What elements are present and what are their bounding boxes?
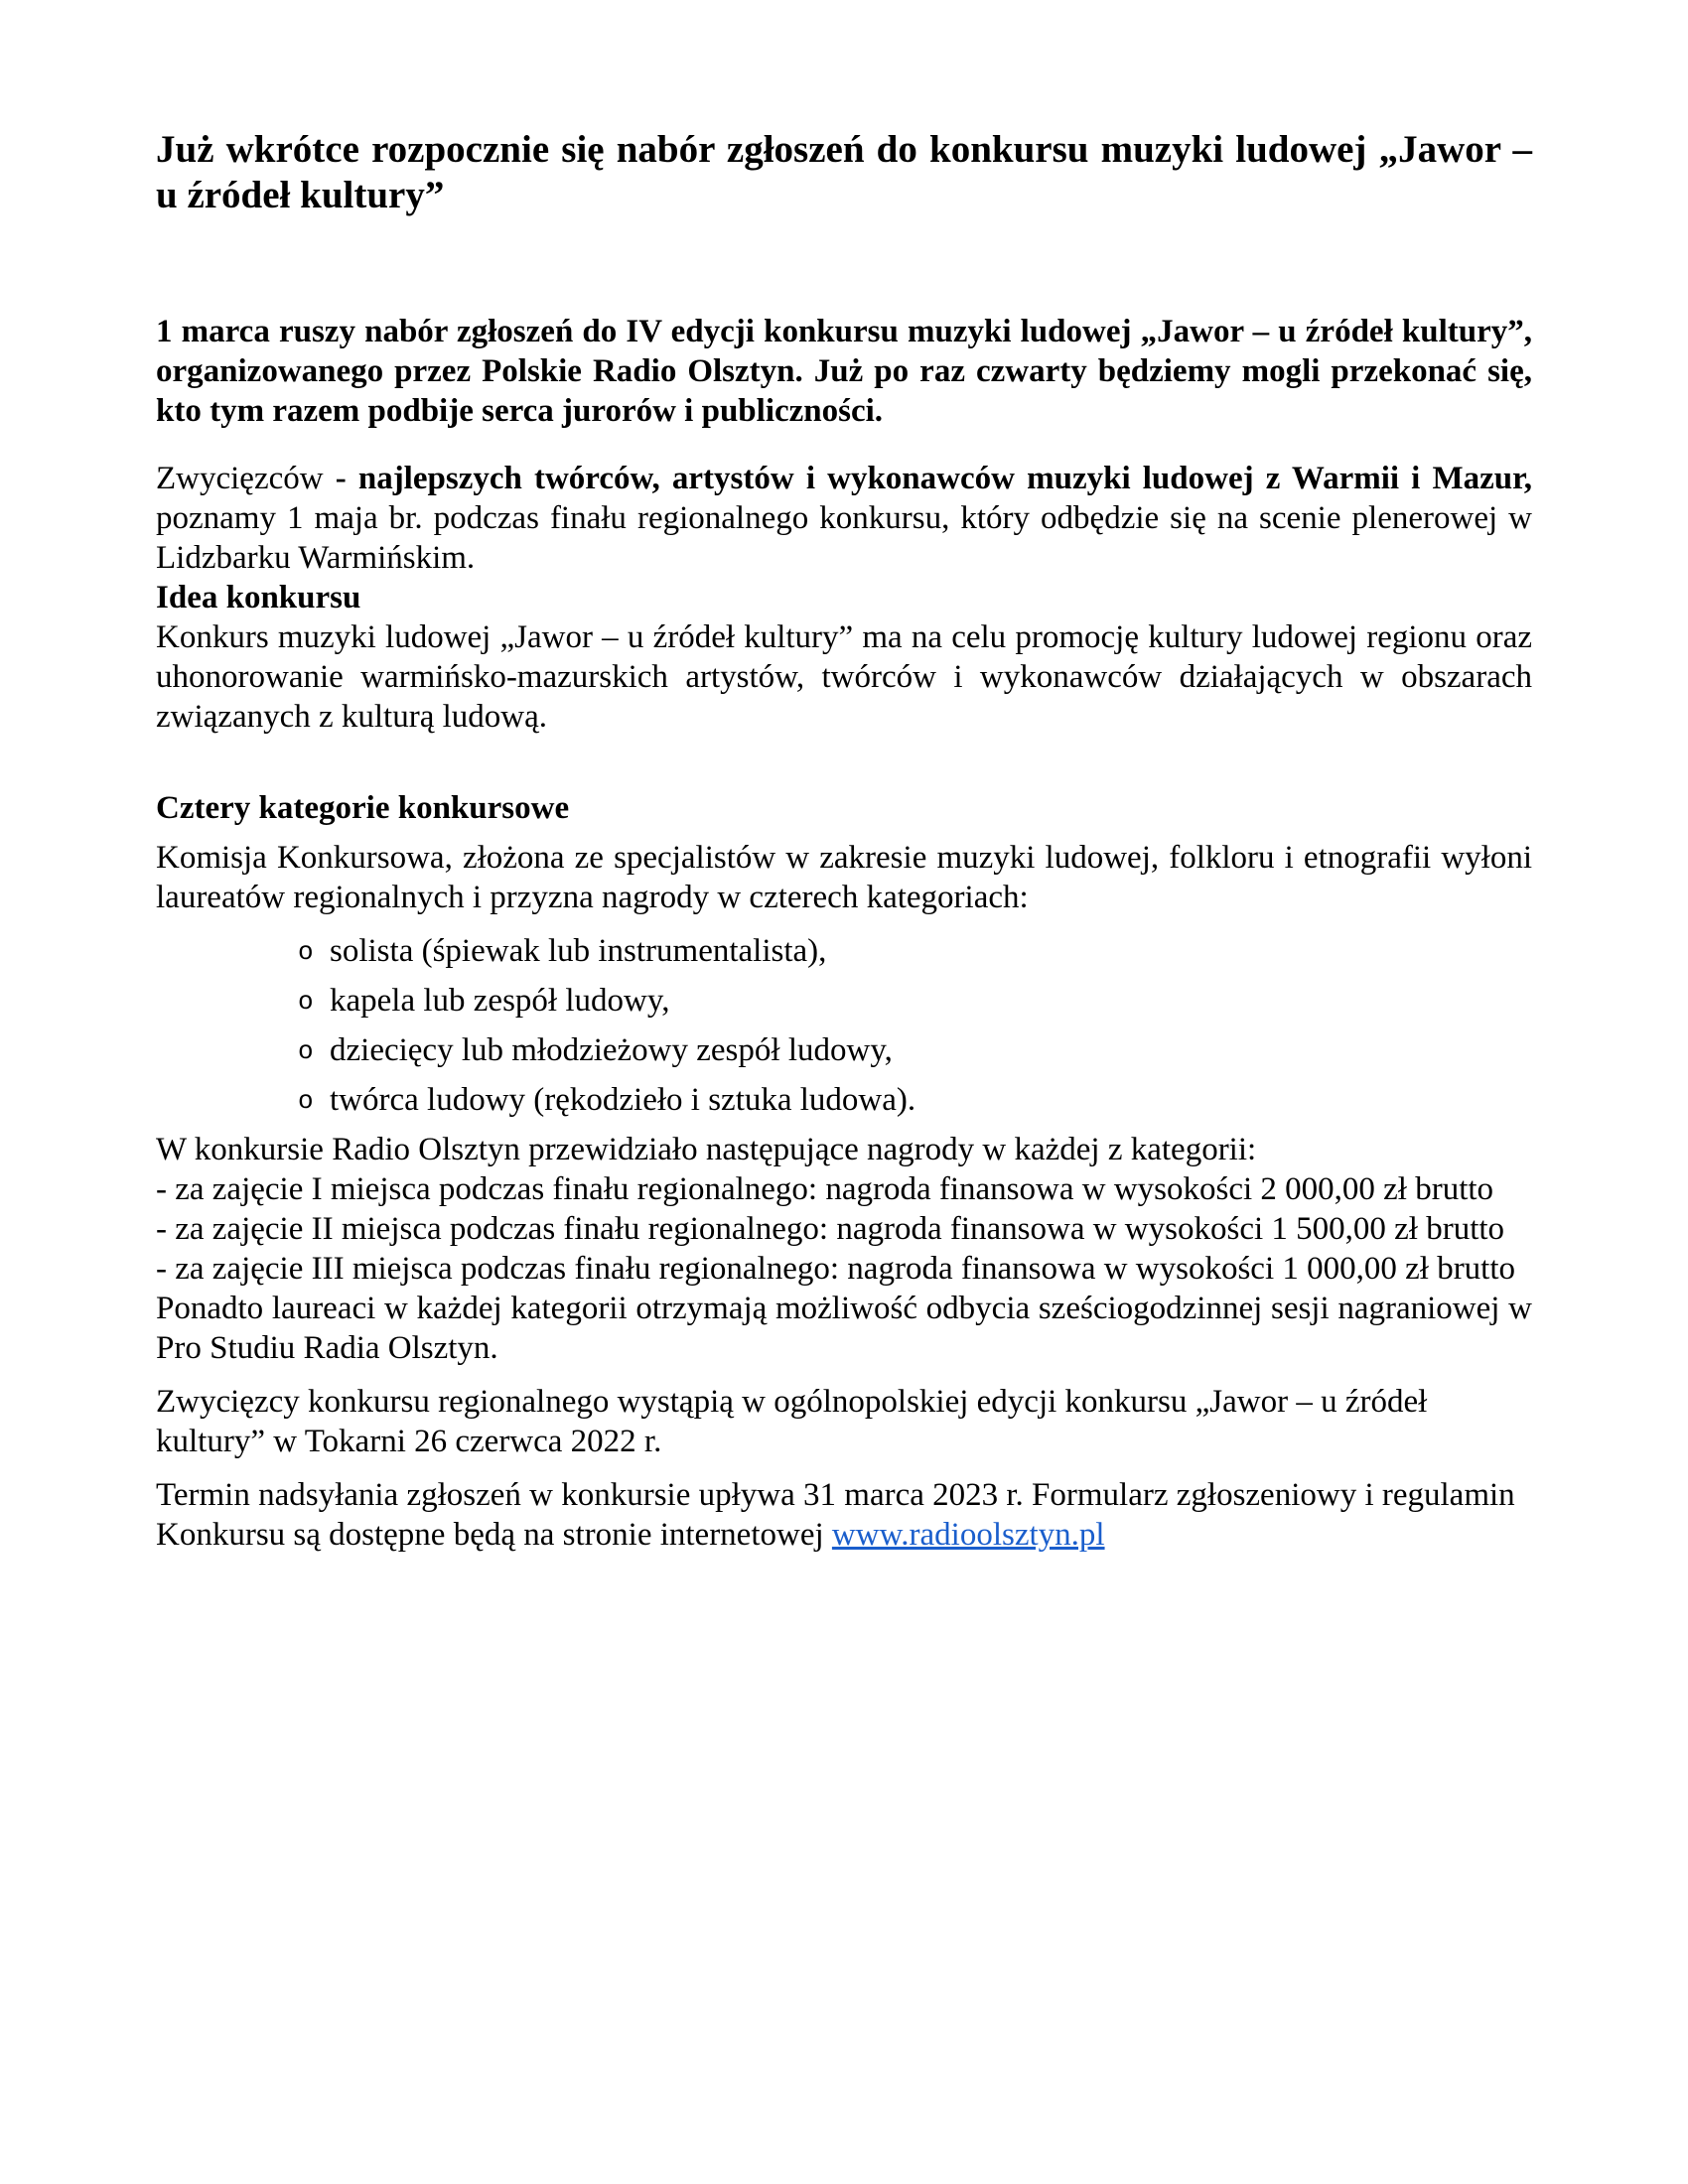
deadline-paragraph xyxy=(156,1475,1532,1555)
lead-paragraph: 1 marca ruszy nabór zgłoszeń do IV edycji konkursu muzyki ludowej „Jawor – u źródeł kultury”, organizowanego przez Polskie Radio Olsztyn. Już po raz czwarty będziemy mogli przekonać się, kto tym razem podbije serca jurorów i publiczności. xyxy=(156,314,1532,429)
categories-intro-paragraph: Komisja Konkursowa, złożona ze specjalistów w zakresie muzyki ludowej, folkloru i etnografii wyłoni laureatów regionalnych i przyzna nagrody w czterech kategoriach: xyxy=(156,840,1532,915)
website-link[interactable]: www.radioolsztyn.pl xyxy=(831,1517,1105,1553)
document-title: Już wkrótce rozpocznie się nabór zgłoszeń do konkursu muzyki ludowej „Jawor – u źródeł kultury” xyxy=(156,128,1532,216)
categories-heading: Cztery kategorie konkursowe xyxy=(156,790,570,826)
circle-bullet-icon: o xyxy=(298,937,314,967)
prize-line-second-place: - za zajęcie II miejsca podczas finału regionalnego: nagroda finansowa w wysokości 1 500,00 zł brutto xyxy=(156,1211,1505,1247)
winners-paragraph xyxy=(156,459,1532,578)
national-edition-paragraph: Zwycięzcy konkursu regionalnego wystąpią w ogólnopolskiej edycji konkursu „Jawor – u źródeł kultury” w Tokarni 26 czerwca 2022 r. xyxy=(156,1384,1428,1459)
recording-session-paragraph: Ponadto laureaci w każdej kategorii otrzymają możliwość odbycia sześciogodzinnej sesji nagraniowej w Pro Studiu Radia Olsztyn. xyxy=(156,1291,1532,1366)
list-item-label: kapela lub zespół ludowy, xyxy=(330,983,670,1019)
circle-bullet-icon: o xyxy=(298,1036,314,1066)
deadline-text: Termin nadsyłania zgłoszeń w konkursie upływa 31 marca 2023 r. Formularz zgłoszeniowy i regulamin Konkursu są dostępne będą na stronie internetowej xyxy=(156,1477,1515,1553)
list-item xyxy=(156,1080,1532,1120)
idea-paragraph: Konkurs muzyki ludowej „Jawor – u źródeł kultury” ma na celu promocję kultury ludowej regionu oraz uhonorowanie warmińsko-mazurskich artystów, twórców i wykonawców działających w obszarach związanych z kulturą ludową. xyxy=(156,619,1532,735)
winners-prefix: Zwycięzców xyxy=(156,461,336,496)
list-item-label: solista (śpiewak lub instrumentalista), xyxy=(330,933,827,969)
list-item-label: twórca ludowy (rękodzieło i sztuka ludowa). xyxy=(330,1082,916,1118)
list-item-label: dziecięcy lub młodzieżowy zespół ludowy, xyxy=(330,1032,893,1068)
winners-rest: poznamy 1 maja br. podczas finału regionalnego konkursu, który odbędzie się na scenie plenerowej w Lidzbarku Warmińskim. xyxy=(156,500,1532,576)
categories-list xyxy=(156,931,1532,1120)
prizes-block xyxy=(156,1130,1532,1368)
list-item xyxy=(156,981,1532,1021)
winners-bold-text: - najlepszych twórców, artystów i wykonawców muzyki ludowej z Warmii i Mazur, xyxy=(335,461,1533,496)
list-item xyxy=(156,1030,1532,1070)
idea-heading: Idea konkursu xyxy=(156,580,361,615)
prizes-intro: W konkursie Radio Olsztyn przewidziało następujące nagrody w każdej z kategorii: xyxy=(156,1132,1257,1167)
prize-line-first-place: - za zajęcie I miejsca podczas finału regionalnego: nagroda finansowa w wysokości 2 000,00 zł brutto xyxy=(156,1171,1494,1207)
circle-bullet-icon: o xyxy=(298,1086,314,1116)
circle-bullet-icon: o xyxy=(298,987,314,1017)
prize-line-third-place: - za zajęcie III miejsca podczas finału regionalnego: nagroda finansowa w wysokości 1 000,00 zł brutto xyxy=(156,1251,1516,1287)
list-item xyxy=(156,931,1532,971)
